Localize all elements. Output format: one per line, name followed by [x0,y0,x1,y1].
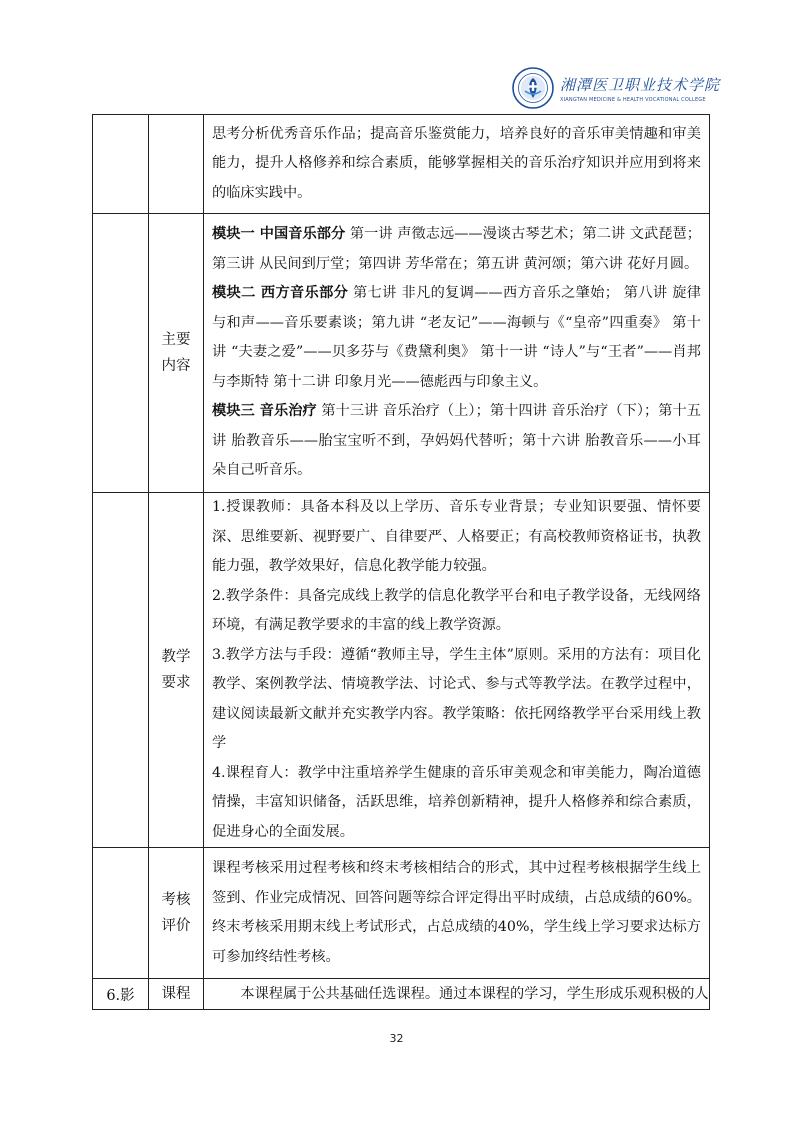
next-course-label: 课程 [149,979,204,1010]
table-row-assessment [93,848,710,979]
teaching-requirements-label [149,493,204,848]
table-row-main-content [93,214,710,493]
objectives-text: 思考分析优秀音乐作品；提高音乐鉴赏能力，培养良好的音乐审美情趣和审美能力，提升人格修养和综合素质，能够掌握相关的音乐治疗知识并应用到将来的临床实践中。 [212,125,701,201]
module-3-text: 第十三讲 音乐治疗（上）；第十四讲 音乐治疗（下）；第十五讲 胎教音乐——胎宝宝听不到，孕妈妈代替听；第十六讲 胎教音乐——小耳朵自己听音乐。 [212,403,701,479]
empty-cell [93,214,149,493]
table-row-teaching-requirements [93,493,710,848]
module-1-text: 第一讲 声徵志远——漫谈古琴艺术；第二讲 文武琵琶；第三讲 从民间到厅堂；第四讲 芳华常在；第五讲 黄河颂；第六讲 花好月圆。 [212,226,701,272]
assessment-text: 课程考核采用过程考核和终末考核相结合的形式，其中过程考核根据学生线上签到、作业完成情况、回答问题等综合评定得出平时成绩，占总成绩的60%。终末考核采用期末线上考试形式，占总成绩的40%，学生线上学习要求达标方可参加终结性考核。 [212,860,701,965]
label-line: 内容 [161,358,191,374]
module-1-paragraph [204,220,709,279]
table-row-objectives [93,115,710,214]
next-course-number: 6.影 [93,979,149,1010]
empty-cell [93,115,149,214]
page-number: 32 [389,1032,404,1045]
table-row-next-course [93,979,710,1010]
module-2-paragraph [204,279,709,397]
label-line: 主要 [161,332,191,348]
next-course-cell [204,979,710,1010]
course-table [92,114,710,1010]
assessment-label [149,848,204,979]
requirement-item-4: 4.课程育人：教学中注重培养学生健康的音乐审美观念和审美能力，陶冶道德情操，丰富知识储备，活跃思维，培养创新精神，提升人格修养和综合素质，促进身心的全面发展。 [212,764,701,840]
label-line: 考核 [161,892,191,908]
module-2-title: 模块二 西方音乐部分 [212,285,349,302]
empty-cell [93,493,149,848]
main-content-cell [204,214,710,493]
module-1-title: 模块一 中国音乐部分 [212,226,346,243]
label-line: 教学 [161,649,191,665]
label-line: 要求 [161,675,191,691]
empty-cell [149,115,204,214]
module-3-paragraph [204,397,709,486]
main-content-label [149,214,204,493]
school-logo [512,66,721,110]
next-course-text: 本课程属于公共基础任选课程。通过本课程的学习，学生形成乐观积极的人 [240,986,709,1002]
requirement-item-1: 1.授课教师：具备本科及以上学历、音乐专业背景；专业知识要强、情怀要深、思维要新、视野要广、自律要严、人格要正；有高校教师资格证书，执教能力强，教学效果好，信息化教学能力较强。 [212,499,701,574]
empty-cell [93,848,149,979]
school-name-cn: 湘潭医卫职业技术学院 [560,75,721,94]
school-seal-icon [512,67,554,109]
teaching-requirements-cell [204,493,710,848]
module-2-text: 第七讲 非凡的复调——西方音乐之肇始； 第八讲 旋律与和声——音乐要素谈；第九讲 “老友记”——海顿与《“皇帝”四重奏》 第十讲 “夫妻之爱”——贝多芬与《费黛利奥》 第十一讲 “诗人”与“王者”——肖邦与李斯特 第十二讲 印象月光——德彪西与印象主义。 [212,285,701,390]
school-name-en: XIANGTAN MEDICINE & HEALTH VOCATIONAL COLLEGE [560,96,706,103]
objectives-cell [204,115,710,214]
module-3-title: 模块三 音乐治疗 [212,403,317,420]
label-line: 评价 [161,918,191,934]
requirement-item-2: 2.教学条件：具备完成线上教学的信息化教学平台和电子教学设备，无线网络环境，有满足教学要求的丰富的线上教学资源。 [212,587,701,633]
assessment-cell [204,848,710,979]
requirement-item-3: 3.教学方法与手段：遵循“教师主导，学生主体”原则。采用的方法有：项目化教学、案例教学法、情境教学法、讨论式、参与式等教学法。在教学过程中，建议阅读最新文献并充实教学内容。教学策略：依托网络教学平台采用线上教学 [212,646,701,751]
